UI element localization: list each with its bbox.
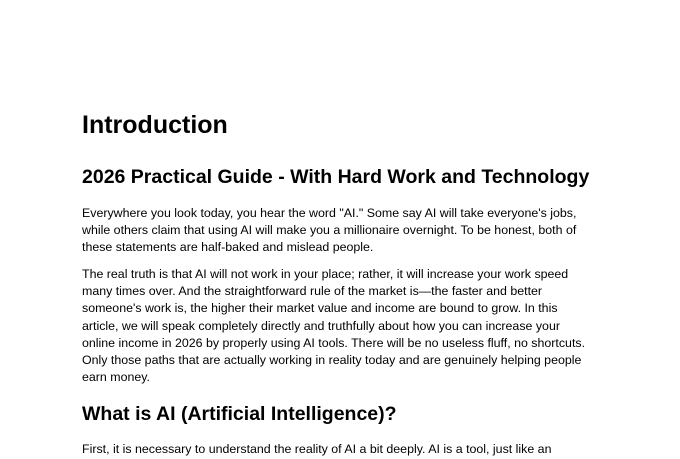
paragraph-line: Only those paths that are actually working in reality today and are genuinely helping people [82, 353, 582, 368]
paragraph-line: The real truth is that AI will not work in your place; rather, it will increase your work speed [82, 267, 569, 281]
guide-subtitle: 2026 Practical Guide - With Hard Work and Technology [82, 166, 590, 188]
intro-paragraph-2 [82, 266, 585, 386]
page-title: Introduction [82, 111, 228, 139]
paragraph-line: while others claim that using AI will make you a millionaire overnight. To be honest, both of [82, 223, 577, 238]
paragraph-line: many times over. And the straightforward rule of the market is—the faster and better [82, 284, 543, 299]
section-heading-what-is-ai: What is AI (Artificial Intelligence)? [82, 403, 397, 425]
paragraph-line: First, it is necessary to understand the reality of AI a bit deeply. AI is a tool, just like an [82, 442, 552, 456]
ai-paragraph-1 [82, 441, 551, 458]
paragraph-line: online income in 2026 by properly using AI tools. There will be no useless fluff, no shortcuts. [82, 335, 586, 350]
intro-paragraph-1 [82, 205, 576, 257]
paragraph-line: someone's work is, the higher their market value and income are bound to grow. In this [82, 301, 558, 316]
paragraph-line: earn money. [82, 370, 150, 385]
paragraph-line: article, we will speak completely directly and truthfully about how you can increase your [82, 318, 560, 333]
paragraph-line: Everywhere you look today, you hear the word "AI." Some say AI will take everyone's jobs, [82, 206, 577, 220]
paragraph-line: these statements are half-baked and mislead people. [82, 240, 374, 255]
